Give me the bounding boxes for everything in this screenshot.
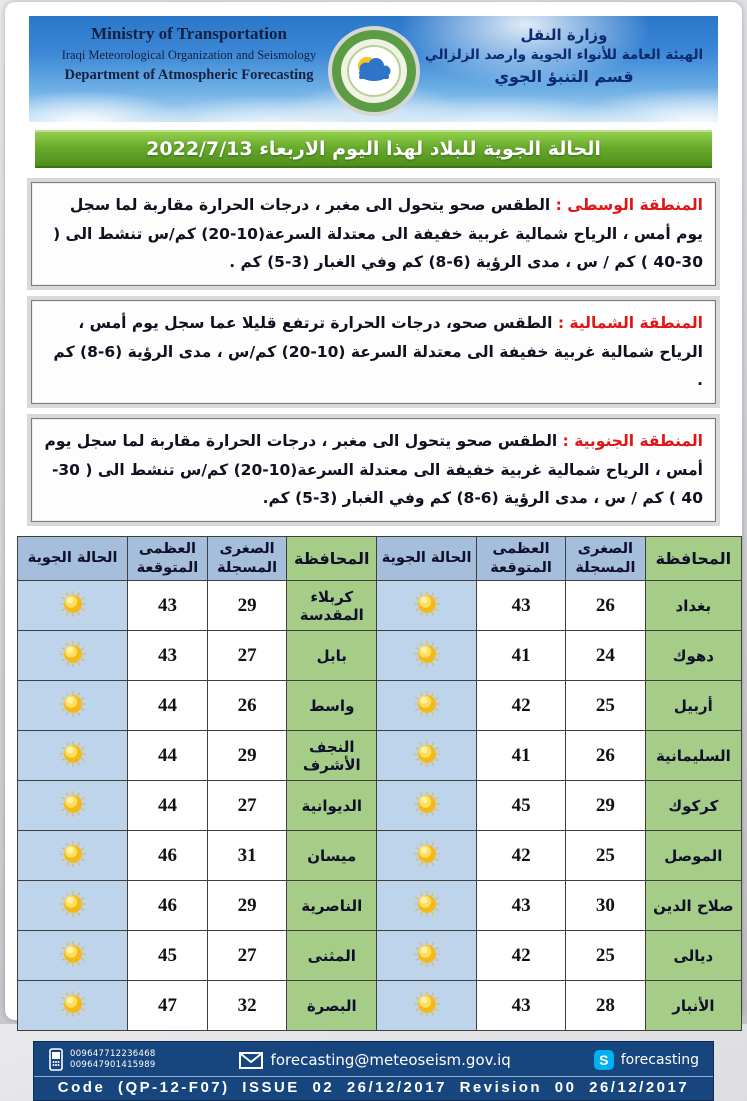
- central-region-label: المنطقة الوسطى :: [550, 196, 703, 214]
- condition-header: الحالة الجوية: [377, 537, 477, 581]
- governorate-cell: أربيل: [645, 681, 741, 731]
- sun-icon: [58, 639, 88, 669]
- sun-icon: [412, 889, 442, 919]
- governorate-cell: الديوانية: [287, 781, 377, 831]
- organization-logo: [322, 22, 426, 124]
- table-row: [18, 631, 742, 681]
- logo-emblem-icon: [322, 22, 426, 120]
- max-temp-cell: 44: [128, 681, 208, 731]
- governorate-cell: ديالى: [645, 931, 741, 981]
- southern-region-text: الطقس صحو يتحول الى مغبر ، درجات الحرارة مقاربة لما سجل يوم أمس ، الرياح شمالية غربية خفيفة الى معتدلة السرعة(10-20) كم/س تنشط الى ( 30-40 ) كم / س ، مدى الرؤية (6-8) كم وفي الغبار (3-5) كم.: [44, 432, 703, 508]
- governorate-cell: ميسان: [287, 831, 377, 881]
- governorate-cell: بابل: [287, 631, 377, 681]
- phone-number-2: 009647901415989: [70, 1060, 156, 1071]
- max-temp-cell: 41: [477, 631, 566, 681]
- governorate-cell: المثنى: [287, 931, 377, 981]
- max-temp-cell: 42: [477, 681, 566, 731]
- governorate-cell: كربلاء المقدسة: [287, 581, 377, 631]
- max-temp-cell: 43: [128, 581, 208, 631]
- envelope-icon: [239, 1052, 263, 1069]
- max-temp-header: العظمى المتوقعة: [477, 537, 566, 581]
- governorate-cell: الناصرية: [287, 881, 377, 931]
- letterhead-banner: [29, 16, 718, 122]
- sun-icon: [58, 939, 88, 969]
- max-temp-cell: 44: [128, 781, 208, 831]
- governorate-header: المحافظة: [645, 537, 741, 581]
- min-temp-header: الصغرى المسجلة: [207, 537, 287, 581]
- email-address[interactable]: forecasting@meteoseism.gov.iq: [270, 1051, 511, 1070]
- central-region-text: الطقس صحو يتحول الى مغبر ، درجات الحرارة مقاربة لما سجل يوم أمس ، الرياح شمالية غربية خفيفة الى معتدلة السرعة(10-20) كم/س تنشط الى ( 30-40 ) كم / س ، مدى الرؤية (6-8) كم وفي الغبار (3-5) كم .: [53, 196, 703, 272]
- min-temp-cell: 25: [566, 831, 646, 881]
- weather-condition-cell: [377, 731, 477, 781]
- skype-icon: S: [594, 1050, 614, 1070]
- sun-icon: [58, 839, 88, 869]
- weather-condition-cell: [377, 931, 477, 981]
- max-temp-cell: 45: [477, 781, 566, 831]
- sun-icon: [58, 739, 88, 769]
- min-temp-cell: 25: [566, 681, 646, 731]
- governorate-cell: صلاح الدين: [645, 881, 741, 931]
- governorate-cell: دهوك: [645, 631, 741, 681]
- weather-condition-cell: [18, 881, 128, 931]
- sun-icon: [58, 589, 88, 619]
- governorate-cell: بغداد: [645, 581, 741, 631]
- min-temp-header: الصغرى المسجلة: [566, 537, 646, 581]
- weather-condition-cell: [18, 631, 128, 681]
- max-temp-cell: 43: [477, 581, 566, 631]
- department-title-ar: قسم التنبؤ الجوي: [494, 67, 634, 86]
- governorate-cell: واسط: [287, 681, 377, 731]
- governorate-cell: الأنبار: [645, 981, 741, 1031]
- forecast-table-header: [18, 537, 742, 581]
- min-temp-cell: 32: [207, 981, 287, 1031]
- min-temp-cell: 24: [566, 631, 646, 681]
- contact-row: [34, 1042, 713, 1076]
- weather-condition-cell: [377, 581, 477, 631]
- governorate-cell: الموصل: [645, 831, 741, 881]
- weather-condition-cell: [18, 931, 128, 981]
- governorate-cell: السليمانية: [645, 731, 741, 781]
- sun-icon: [412, 589, 442, 619]
- max-temp-cell: 47: [128, 981, 208, 1031]
- min-temp-cell: 27: [207, 631, 287, 681]
- governorate-cell: النجف الأشرف: [287, 731, 377, 781]
- table-row: [18, 781, 742, 831]
- english-letterhead: [39, 24, 339, 84]
- department-title-en: Department of Atmospheric Forecasting: [64, 67, 314, 83]
- ministry-title-ar: وزارة النقل: [520, 26, 608, 44]
- min-temp-cell: 26: [566, 581, 646, 631]
- sun-icon: [412, 839, 442, 869]
- table-row: [18, 731, 742, 781]
- max-temp-cell: 45: [128, 931, 208, 981]
- min-temp-cell: 27: [207, 931, 287, 981]
- max-temp-cell: 42: [477, 831, 566, 881]
- min-temp-cell: 29: [207, 581, 287, 631]
- forecast-table: [17, 536, 742, 1031]
- northern-region-box: [31, 300, 716, 404]
- table-row: [18, 831, 742, 881]
- organization-title-en: Iraqi Meteorological Organization and Seismology: [61, 48, 317, 62]
- weather-condition-cell: [18, 781, 128, 831]
- min-temp-cell: 29: [207, 731, 287, 781]
- phone-number-1: 009647712236468: [70, 1049, 156, 1060]
- document-code-line: Code (QP-12-F07) ISSUE 02 26/12/2017 Revision 00 26/12/2017: [34, 1076, 713, 1100]
- weather-condition-cell: [18, 831, 128, 881]
- max-temp-header: العظمى المتوقعة: [128, 537, 208, 581]
- min-temp-cell: 30: [566, 881, 646, 931]
- min-temp-cell: 26: [207, 681, 287, 731]
- phone-contact: [48, 1048, 156, 1072]
- min-temp-cell: 26: [566, 731, 646, 781]
- sun-icon: [412, 989, 442, 1019]
- weather-condition-cell: [377, 881, 477, 931]
- sun-icon: [58, 689, 88, 719]
- document-page: [5, 2, 742, 1097]
- table-row: [18, 581, 742, 631]
- weather-condition-cell: [377, 981, 477, 1031]
- table-row: [18, 681, 742, 731]
- governorate-cell: البصرة: [287, 981, 377, 1031]
- sun-icon: [412, 689, 442, 719]
- max-temp-cell: 44: [128, 731, 208, 781]
- arabic-letterhead: [424, 26, 704, 86]
- min-temp-cell: 25: [566, 931, 646, 981]
- sun-icon: [412, 789, 442, 819]
- southern-region-label: المنطقة الجنوبية :: [557, 432, 703, 451]
- sun-icon: [412, 939, 442, 969]
- min-temp-cell: 29: [566, 781, 646, 831]
- condition-header: الحالة الجوية: [18, 537, 128, 581]
- min-temp-cell: 28: [566, 981, 646, 1031]
- sun-icon: [412, 739, 442, 769]
- forecast-table-body: [18, 581, 742, 1031]
- governorate-header: المحافظة: [287, 537, 377, 581]
- header-row: [18, 537, 742, 581]
- sun-icon: [58, 989, 88, 1019]
- southern-region-box: [31, 418, 716, 522]
- phone-numbers: [70, 1049, 156, 1070]
- sun-icon: [58, 789, 88, 819]
- table-row: [18, 931, 742, 981]
- phone-icon: [48, 1048, 64, 1072]
- northern-region-text: الطقس صحو، درجات الحرارة ترتفع قليلا عما سجل يوم أمس ، الرياح شمالية غربية خفيفة الى معتدلة السرعة (10-20) كم/س ، مدى الرؤية (6-8) كم .: [53, 314, 703, 390]
- northern-region-label: المنطقة الشمالية :: [552, 314, 703, 333]
- min-temp-cell: 31: [207, 831, 287, 881]
- ministry-title-en: Ministry of Transportation: [91, 24, 287, 43]
- skype-handle[interactable]: forecasting: [620, 1052, 699, 1069]
- max-temp-cell: 43: [128, 631, 208, 681]
- max-temp-cell: 41: [477, 731, 566, 781]
- weather-condition-cell: [18, 581, 128, 631]
- weather-condition-cell: [377, 631, 477, 681]
- min-temp-cell: 29: [207, 881, 287, 931]
- governorate-cell: كركوك: [645, 781, 741, 831]
- organization-title-ar: الهيئة العامة للأنواء الجوية وارصد الزلزالي: [424, 47, 704, 63]
- max-temp-cell: 46: [128, 881, 208, 931]
- table-row: [18, 881, 742, 931]
- min-temp-cell: 27: [207, 781, 287, 831]
- max-temp-cell: 43: [477, 981, 566, 1031]
- footer-bar: [33, 1041, 714, 1101]
- weather-condition-cell: [377, 781, 477, 831]
- sun-icon: [412, 639, 442, 669]
- email-contact[interactable]: [239, 1051, 511, 1069]
- weather-condition-cell: [377, 831, 477, 881]
- max-temp-cell: 43: [477, 881, 566, 931]
- max-temp-cell: 42: [477, 931, 566, 981]
- central-region-box: [31, 182, 716, 286]
- sun-icon: [58, 889, 88, 919]
- weather-condition-cell: [18, 981, 128, 1031]
- bulletin-title-bar: الحالة الجوية للبلاد لهذا اليوم الاربعاء 2022/7/13: [35, 130, 712, 168]
- max-temp-cell: 46: [128, 831, 208, 881]
- weather-condition-cell: [18, 731, 128, 781]
- skype-contact[interactable]: [594, 1050, 699, 1070]
- table-row: [18, 981, 742, 1031]
- weather-condition-cell: [377, 681, 477, 731]
- weather-condition-cell: [18, 681, 128, 731]
